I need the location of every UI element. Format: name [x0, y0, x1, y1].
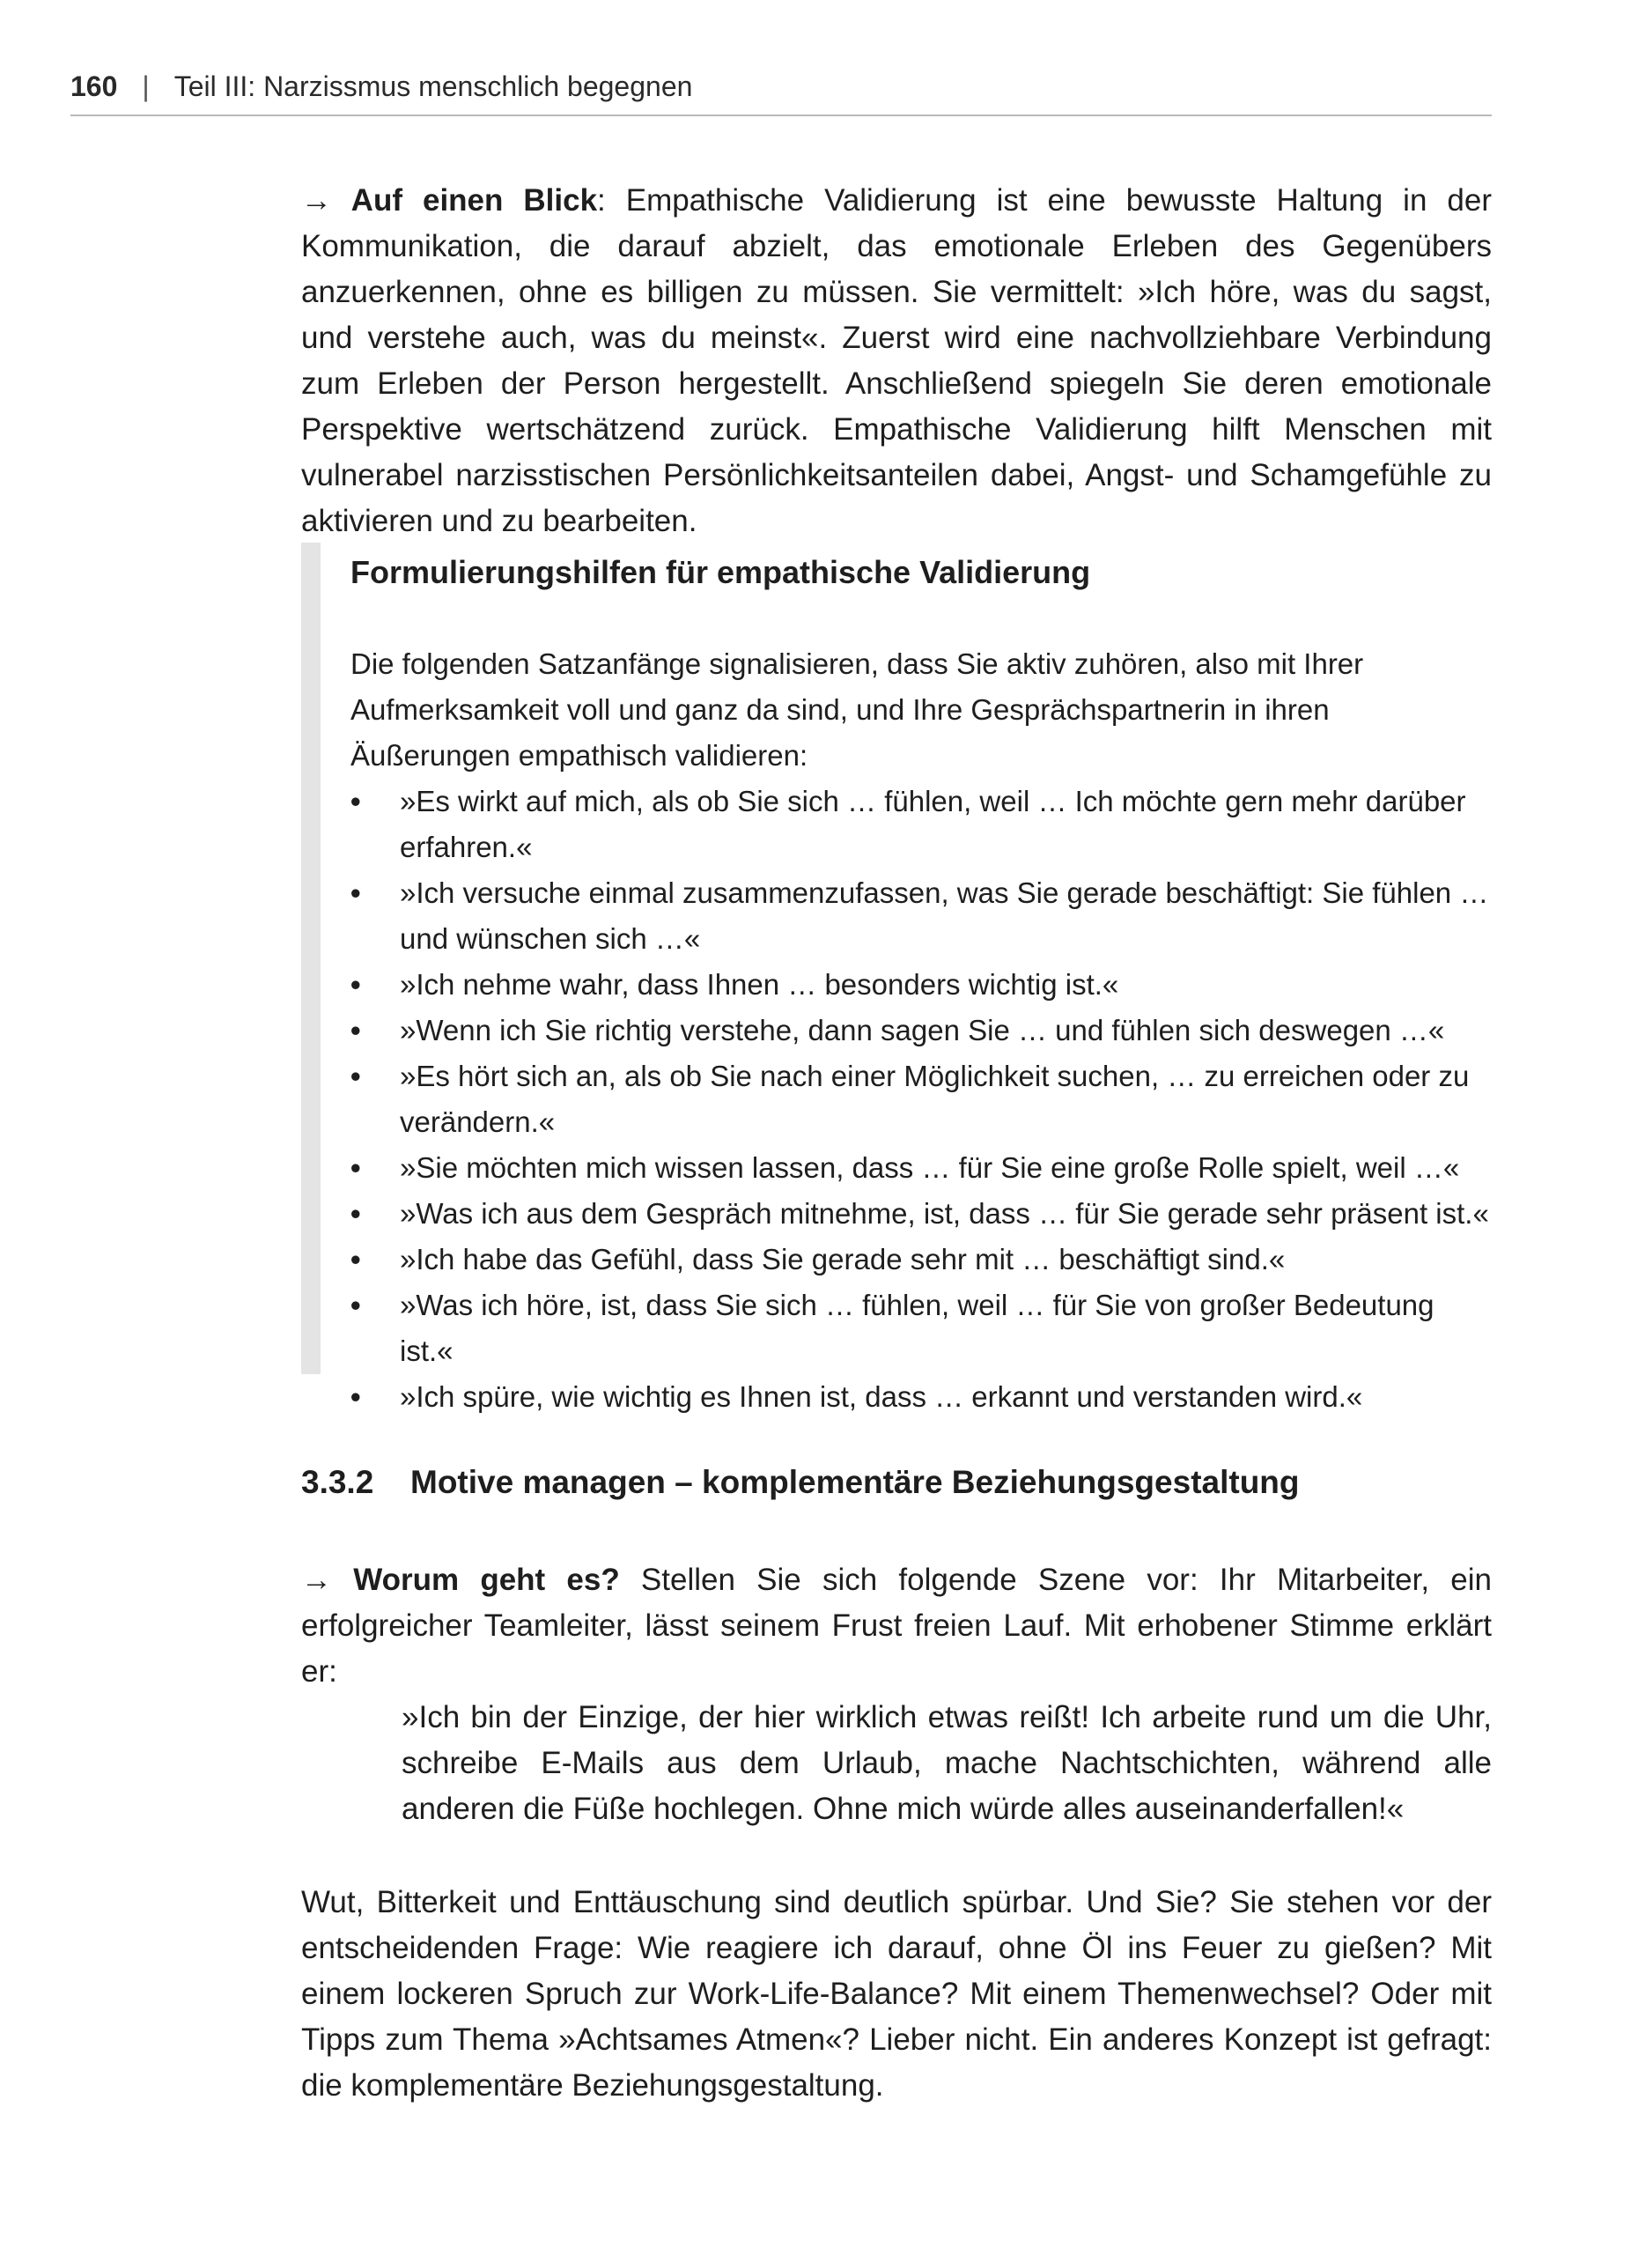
- worum-paragraph: [301, 1557, 1492, 1695]
- header-separator: |: [142, 70, 150, 102]
- auf-einen-blick-lead: → Auf einen Blick: [301, 183, 598, 218]
- list-item-text: »Was ich aus dem Gespräch mitnehme, ist, dass … für Sie gerade sehr präsent ist.«: [400, 1197, 1489, 1230]
- section-number: 3.3.2: [301, 1464, 374, 1500]
- list-item-text: »Ich habe das Gefühl, dass Sie gerade sehr mit … beschäftigt sind.«: [400, 1243, 1286, 1275]
- list-item-text: »Wenn ich Sie richtig verstehe, dann sagen Sie … und fühlen sich deswegen …«: [400, 1014, 1445, 1046]
- final-paragraph-text: Wut, Bitterkeit und Enttäuschung sind deutlich spürbar. Und Sie? Sie stehen vor der entscheidenden Frage: Wie reagiere ich darauf, ohne Öl ins Feuer zu gießen? Mit einem lockeren Spruch zur Work-Life-Balance? Mit einem Themenwechsel? Oder mit Tipps zum Thema »Achtsames Atmen«? Lieber nicht. Ein anderes Konzept ist gefragt: die komplementäre Beziehungsgestaltung.: [301, 1885, 1492, 2103]
- list-item-text: »Es wirkt auf mich, als ob Sie sich … fühlen, weil … Ich möchte gern mehr darüber erfahren.«: [400, 785, 1466, 863]
- list-item-text: »Ich nehme wahr, dass Ihnen … besonders wichtig ist.«: [400, 968, 1119, 1001]
- bullet: •: [350, 1060, 361, 1092]
- bullet: •: [350, 1151, 361, 1184]
- bullet: •: [350, 785, 361, 817]
- page-number: 160: [70, 70, 118, 102]
- list-item-text: »Ich spüre, wie wichtig es Ihnen ist, dass … erkannt und verstanden wird.«: [400, 1380, 1363, 1413]
- bullet: •: [350, 1197, 361, 1230]
- list-item: [350, 1054, 1492, 1145]
- list-item: [350, 962, 1492, 1008]
- list-item-text: »Es hört sich an, als ob Sie nach einer Möglichkeit suchen, … zu erreichen oder zu verändern.«: [400, 1060, 1470, 1138]
- section-heading: [301, 1459, 1492, 1506]
- list-item: [350, 1008, 1492, 1054]
- list-item: [350, 1191, 1492, 1237]
- bullet: •: [350, 1289, 361, 1321]
- list-item: [350, 870, 1492, 962]
- bullet: •: [350, 1014, 361, 1046]
- tips-list: [350, 779, 1492, 1420]
- bullet: •: [350, 1243, 361, 1275]
- list-item: [350, 779, 1492, 870]
- section-title: Motive managen – komplementäre Beziehungsgestaltung: [410, 1464, 1300, 1500]
- list-item-text: »Sie möchten mich wissen lassen, dass … für Sie eine große Rolle spielt, weil …«: [400, 1151, 1460, 1184]
- box-title: Formulierungshilfen für empathische Validierung: [350, 554, 1091, 590]
- box-intro: Die folgenden Satzanfänge signalisieren, dass Sie aktiv zuhören, also mit Ihrer Aufmerksamkeit voll und ganz da sind, und Ihre Gesprächspartnerin in ihren Äußerungen empathisch validieren:: [350, 647, 1364, 772]
- final-paragraph: [301, 1880, 1492, 2109]
- worum-text: Stellen Sie sich folgende Szene vor: Ihr Mitarbeiter, ein erfolgreicher Teamleiter, lässt seinem Frust freien Lauf. Mit erhobener Stimme erklärt er:: [301, 1563, 1492, 1689]
- box-content: [350, 543, 1492, 1420]
- block-quote: »Ich bin der Einzige, der hier wirklich etwas reißt! Ich arbeite rund um die Uhr, schreibe E-Mails aus dem Urlaub, mache Nachtschichten, während alle anderen die Füße hochlegen. Ohne mich würde alles auseinanderfallen!«: [402, 1700, 1492, 1826]
- auf-einen-blick-text: : Empathische Validierung ist eine bewusste Haltung in der Kommunikation, die darauf abzielt, das emotionale Erleben des Gegenübers anzuerkennen, ohne es billigen zu müssen. Sie vermittelt: »Ich höre, was du sagst, und verstehe auch, was du meinst«. Zuerst wird eine nachvollziehbare Verbindung zum Erleben der Person hergestellt. Anschließend spiegeln Sie deren emotionale Perspektive wertschätzend zurück. Empathische Validierung hilft Menschen mit vulnerabel narzisstischen Persönlichkeitsanteilen dabei, Angst- und Schamgefühle zu aktivieren und zu bearbeiten.: [301, 183, 1492, 538]
- auf-einen-blick-paragraph: [301, 178, 1492, 544]
- running-title: Teil III: Narzissmus menschlich begegnen: [173, 70, 693, 102]
- box-side-bar: [301, 543, 321, 1374]
- list-item: [350, 1145, 1492, 1191]
- bullet: •: [350, 1380, 361, 1413]
- list-item: [350, 1237, 1492, 1283]
- formulation-box: [301, 543, 1492, 1413]
- running-header: [70, 65, 1492, 116]
- bullet: •: [350, 968, 361, 1001]
- list-item: [350, 1283, 1492, 1374]
- bullet: •: [350, 876, 361, 909]
- worum-lead: → Worum geht es?: [301, 1563, 620, 1597]
- list-item: [350, 1374, 1492, 1420]
- list-item-text: »Was ich höre, ist, dass Sie sich … fühlen, weil … für Sie von großer Bedeutung ist.«: [400, 1289, 1434, 1367]
- list-item-text: »Ich versuche einmal zusammenzufassen, was Sie gerade beschäftigt: Sie fühlen … und wünschen sich …«: [400, 876, 1489, 955]
